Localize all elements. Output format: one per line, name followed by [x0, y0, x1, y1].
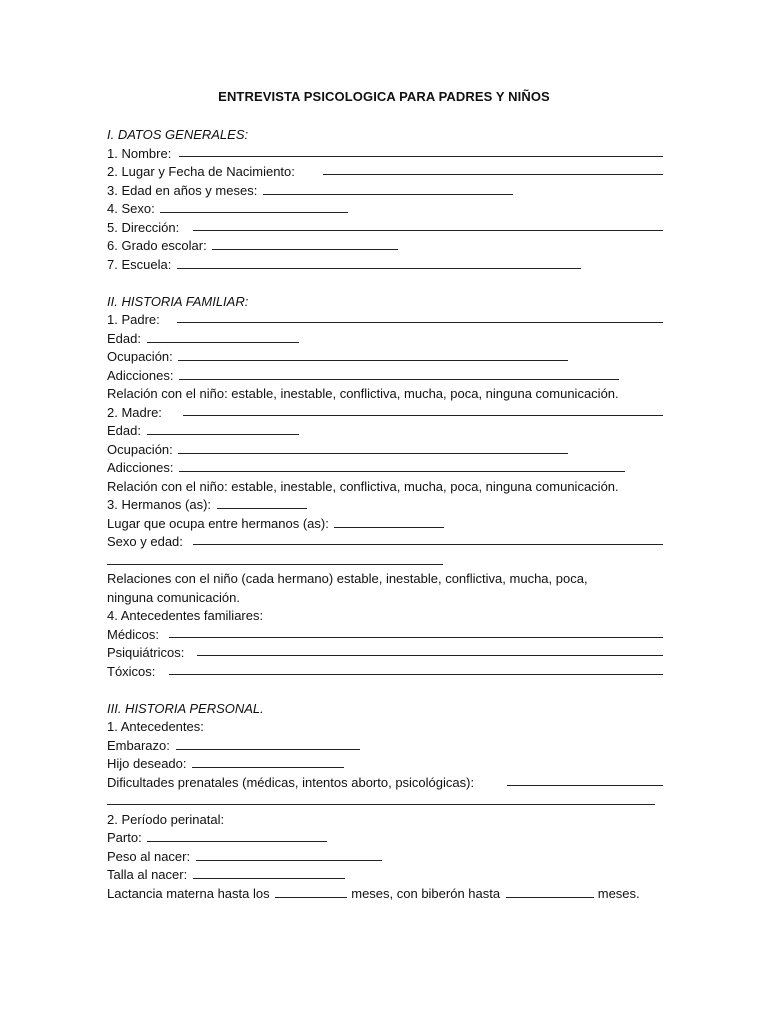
blank-line[interactable]: [193, 867, 345, 879]
blank-line[interactable]: [107, 553, 443, 565]
section-heading-historia-familiar: II. HISTORIA FAMILIAR:: [107, 293, 249, 309]
field-label: meses, con biberón hasta: [351, 885, 501, 901]
blank-line[interactable]: [196, 849, 382, 861]
document-title: ENTREVISTA PSICOLOGICA PARA PADRES Y NIÑOS: [218, 89, 550, 104]
field-padre-ocupacion: [107, 348, 663, 367]
field-talla: [107, 866, 663, 885]
field-hijo-deseado: [107, 755, 663, 774]
field-padre-adicciones: [107, 367, 663, 386]
field-label: Lugar que ocupa entre hermanos (as):: [107, 515, 329, 531]
field-label: 1. Padre:: [107, 312, 160, 327]
field-dificultades: [107, 774, 663, 793]
field-label: Dificultades prenatales (médicas, intentos aborto, psicológicas):: [107, 774, 475, 790]
form-content: [107, 126, 663, 903]
blank-line[interactable]: [334, 516, 444, 528]
blank-line[interactable]: [169, 626, 663, 638]
field-label: 5. Dirección:: [107, 219, 180, 235]
field-sexo: [107, 200, 663, 219]
field-label: Embarazo:: [107, 737, 170, 753]
field-embarazo: [107, 737, 663, 756]
field-madre-ocupacion: [107, 441, 663, 460]
field-label: Adicciones:: [107, 460, 174, 475]
field-label: Talla al nacer:: [107, 867, 188, 882]
field-label: 7. Escuela:: [107, 256, 172, 272]
blank-line[interactable]: [506, 886, 594, 898]
field-label: 3. Hermanos (as):: [107, 497, 212, 512]
antecedentes-familiares-label: 4. Antecedentes familiares:: [107, 608, 264, 623]
antecedentes-label: 1. Antecedentes:: [107, 719, 204, 734]
field-dificultades-continuation: [107, 792, 663, 811]
field-label: Peso al nacer:: [107, 848, 191, 864]
field-padre: [107, 311, 663, 330]
blank-line[interactable]: [169, 663, 663, 675]
field-nombre: [107, 145, 663, 164]
field-sexo-edad-continuation: [107, 552, 663, 571]
field-lugar-hermanos: [107, 515, 663, 534]
field-edad-anos: [107, 182, 663, 201]
blank-line[interactable]: [212, 238, 398, 250]
blank-line[interactable]: [192, 756, 344, 768]
field-lactancia: [107, 885, 663, 904]
blank-line[interactable]: [263, 183, 513, 195]
perinatal-label: 2. Período perinatal:: [107, 811, 225, 827]
field-label: Tóxicos:: [107, 663, 156, 679]
field-label: Psiquiátricos:: [107, 645, 185, 660]
hermanos-relacion-text-1: Relaciones con el niño (cada hermano) estable, inestable, conflictiva, mucha, poca,: [107, 571, 588, 586]
field-label: 1. Nombre:: [107, 145, 172, 161]
field-toxicos: [107, 663, 663, 682]
blank-line[interactable]: [176, 738, 360, 750]
blank-line[interactable]: [178, 442, 568, 454]
blank-line[interactable]: [507, 774, 663, 786]
field-lugar-fecha: [107, 163, 663, 182]
field-label: 2. Lugar y Fecha de Nacimiento:: [107, 164, 295, 179]
padre-relacion-text: Relación con el niño: estable, inestable, conflictiva, mucha, poca, ninguna comunicación.: [107, 386, 619, 401]
field-parto: [107, 829, 663, 848]
blank-line[interactable]: [217, 497, 307, 509]
field-label: 2. Madre:: [107, 404, 162, 420]
field-sexo-edad: [107, 533, 663, 552]
field-peso: [107, 848, 663, 867]
field-madre-edad: [107, 422, 663, 441]
blank-line[interactable]: [177, 257, 581, 269]
blank-line[interactable]: [323, 163, 663, 175]
blank-line[interactable]: [179, 460, 625, 472]
field-label: Edad:: [107, 330, 141, 346]
field-padre-edad: [107, 330, 663, 349]
field-label: Sexo y edad:: [107, 534, 183, 549]
blank-line[interactable]: [177, 311, 663, 323]
field-grado-escolar: [107, 237, 663, 256]
blank-line[interactable]: [179, 368, 619, 380]
field-label: Lactancia materna hasta los: [107, 885, 270, 901]
section-heading-historia-personal: III. HISTORIA PERSONAL.: [107, 700, 264, 716]
blank-line[interactable]: [147, 423, 299, 435]
field-label: Adicciones:: [107, 367, 174, 383]
field-label: Parto:: [107, 830, 142, 845]
field-psiquiatricos: [107, 644, 663, 663]
field-madre: [107, 404, 663, 423]
field-label: Hijo deseado:: [107, 756, 187, 771]
hermanos-relacion-text-2: ninguna comunicación.: [107, 589, 240, 605]
field-label: Ocupación:: [107, 441, 173, 457]
blank-line[interactable]: [193, 219, 663, 231]
field-hermanos: [107, 496, 663, 515]
blank-line[interactable]: [275, 886, 347, 898]
blank-line[interactable]: [147, 830, 327, 842]
blank-line[interactable]: [183, 404, 663, 416]
madre-relacion-text: Relación con el niño: estable, inestable, conflictiva, mucha, poca, ninguna comunicación.: [107, 478, 619, 494]
blank-line[interactable]: [179, 145, 663, 157]
field-label: meses.: [597, 885, 640, 901]
section-heading-datos-generales: I. DATOS GENERALES:: [107, 127, 249, 142]
field-label: 4. Sexo:: [107, 201, 155, 216]
field-label: Ocupación:: [107, 349, 173, 364]
field-label: Edad:: [107, 423, 141, 438]
field-madre-adicciones: [107, 459, 663, 478]
field-label: Médicos:: [107, 626, 160, 642]
field-escuela: [107, 256, 663, 275]
blank-line[interactable]: [147, 331, 299, 343]
blank-line[interactable]: [197, 644, 663, 656]
blank-line[interactable]: [107, 793, 655, 805]
field-label: 6. Grado escolar:: [107, 238, 207, 253]
field-label: 3. Edad en años y meses:: [107, 182, 258, 198]
blank-line[interactable]: [193, 533, 663, 545]
field-medicos: [107, 626, 663, 645]
blank-line[interactable]: [160, 201, 348, 213]
blank-line[interactable]: [178, 349, 568, 361]
field-direccion: [107, 219, 663, 238]
